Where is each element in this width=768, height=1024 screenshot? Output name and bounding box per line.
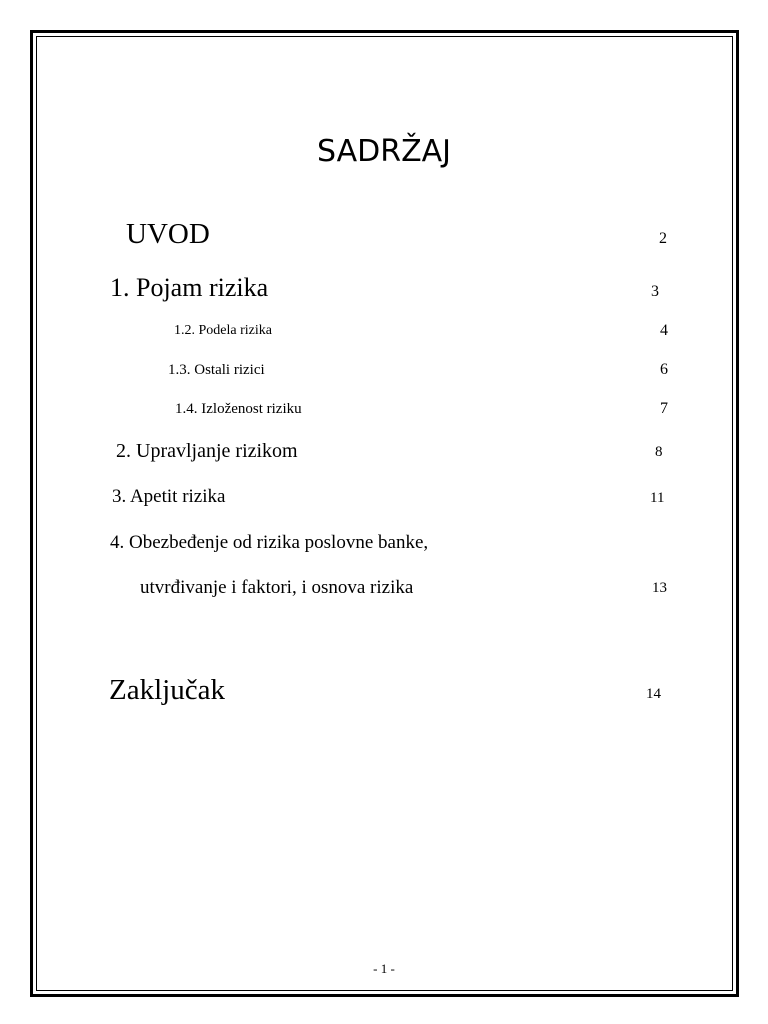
- toc-page-upravljanje-rizikom: 8: [655, 444, 663, 460]
- toc-entry-pojam-rizika: 1. Pojam rizika: [110, 273, 269, 302]
- toc-entry-apetit-rizika: 3. Apetit rizika: [112, 486, 226, 507]
- toc-page-podela-rizika: 4: [660, 322, 668, 339]
- toc-entry-zakljucak: Zaključak: [109, 674, 225, 706]
- toc-page-zakljucak: 14: [646, 686, 661, 702]
- toc-entry-upravljanje-rizikom: 2. Upravljanje rizikom: [116, 440, 298, 462]
- toc-entry-podela-rizika: 1.2. Podela rizika: [174, 323, 272, 338]
- toc-entry-obezbedjenje-line2: utvrđivanje i faktori, i osnova rizika: [140, 577, 414, 598]
- toc-page-izlozenost-riziku: 7: [660, 400, 668, 417]
- toc-page-pojam-rizika: 3: [651, 283, 659, 300]
- toc-entry-obezbedjenje-line1: 4. Obezbeđenje od rizika poslovne banke,: [110, 532, 429, 553]
- page-frame-inner: [36, 36, 733, 991]
- toc-entry-uvod: UVOD: [126, 218, 210, 250]
- toc-page-uvod: 2: [659, 230, 667, 247]
- page-number-footer: - 1 -: [373, 961, 395, 976]
- toc-page-obezbedjenje: 13: [652, 580, 667, 596]
- toc-page-apetit-rizika: 11: [650, 490, 665, 506]
- toc-title: SADRŽAJ: [317, 134, 451, 169]
- toc-page-ostali-rizici: 6: [660, 361, 668, 378]
- toc-entry-izlozenost-riziku: 1.4. Izloženost riziku: [175, 401, 302, 417]
- toc-entry-ostali-rizici: 1.3. Ostali rizici: [168, 362, 265, 378]
